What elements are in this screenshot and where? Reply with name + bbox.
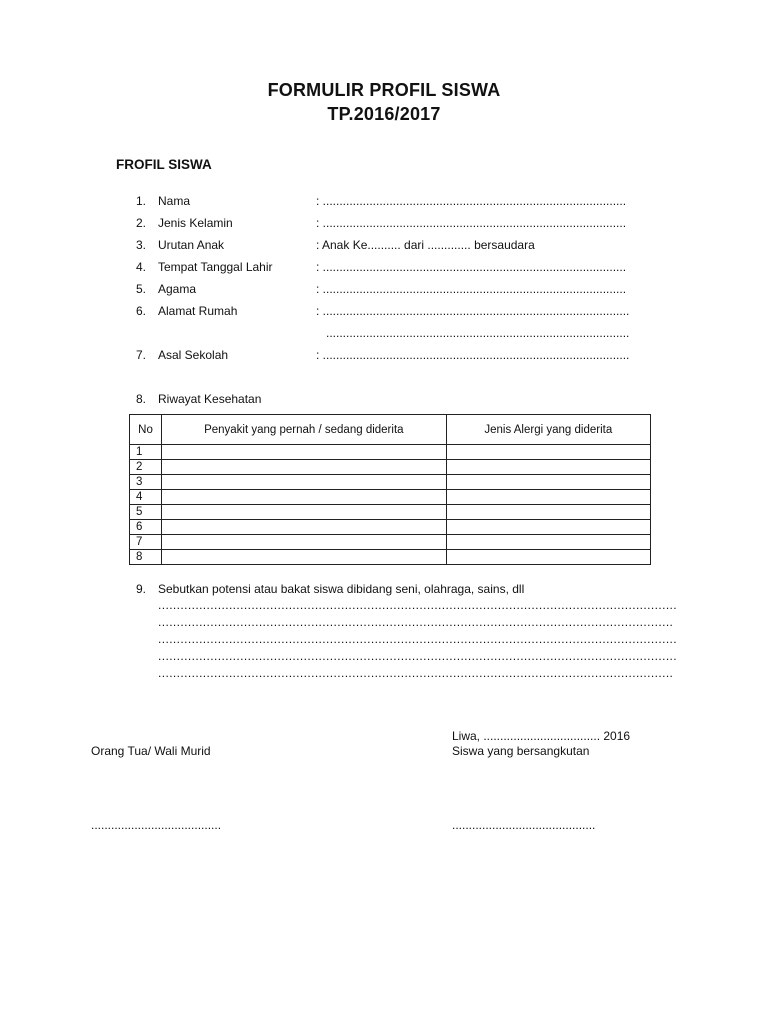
row-number: 5 — [130, 505, 162, 520]
question-number: 9. — [136, 582, 147, 596]
field-number: 7. — [136, 348, 147, 362]
table-row — [130, 490, 651, 505]
asal-sekolah-fill-line[interactable]: : ............................................................................................ — [316, 348, 630, 362]
row-number: 2 — [130, 460, 162, 475]
field-number: 5. — [136, 282, 147, 296]
alergi-cell[interactable] — [446, 550, 650, 565]
field-number: 6. — [136, 304, 147, 318]
row-number: 3 — [130, 475, 162, 490]
field-label: Agama — [158, 282, 197, 296]
table-row — [130, 505, 651, 520]
field-number: 1. — [136, 194, 147, 208]
field-label: Riwayat Kesehatan — [158, 392, 262, 406]
row-number: 6 — [130, 520, 162, 535]
penyakit-cell[interactable] — [162, 475, 447, 490]
row-number: 1 — [130, 445, 162, 460]
form-subtitle: TP.2016/2017 — [327, 104, 441, 124]
potensi-fill-line-1[interactable]: ........................................................................................................................................... — [158, 598, 678, 612]
field-label: Nama — [158, 194, 191, 208]
potensi-fill-line-5[interactable]: .......................................................................................................................................... — [158, 666, 674, 680]
table-row — [130, 445, 651, 460]
alergi-cell[interactable] — [446, 505, 650, 520]
table-row — [130, 460, 651, 475]
table-row — [130, 535, 651, 550]
penyakit-cell[interactable] — [162, 490, 447, 505]
alergi-cell[interactable] — [446, 490, 650, 505]
header-alergi: Jenis Alergi yang diderita — [446, 415, 650, 445]
alergi-cell[interactable] — [446, 520, 650, 535]
table-header-row — [130, 415, 651, 445]
penyakit-cell[interactable] — [162, 520, 447, 535]
field-label: Jenis Kelamin — [158, 216, 233, 230]
potensi-fill-line-3[interactable]: ........................................................................................................................................... — [158, 632, 678, 646]
jenis-kelamin-fill-line[interactable]: : ........................................................................................... — [316, 216, 627, 230]
nama-fill-line[interactable]: : ........................................................................................... — [316, 194, 627, 208]
header-no: No — [130, 415, 162, 445]
question-label: Sebutkan potensi atau bakat siswa dibidang seni, olahraga, sains, dll — [158, 582, 525, 596]
potensi-fill-line-4[interactable]: ........................................................................................................................................... — [158, 649, 678, 663]
question-9 — [136, 582, 525, 596]
urutan-anak-fill-line[interactable]: : Anak Ke.......... dari ............. bersaudara — [316, 238, 535, 252]
table-row — [130, 550, 651, 565]
parent-signature-line[interactable]: ....................................... — [91, 818, 222, 832]
penyakit-cell[interactable] — [162, 535, 447, 550]
header-penyakit: Penyakit yang pernah / sedang diderita — [162, 415, 447, 445]
student-signature-label: Siswa yang bersangkutan — [452, 744, 590, 758]
alamat-fill-line[interactable]: : ............................................................................................ — [316, 304, 630, 318]
alergi-cell[interactable] — [446, 475, 650, 490]
field-label: Alamat Rumah — [158, 304, 238, 318]
field-number: 2. — [136, 216, 147, 230]
row-number: 7 — [130, 535, 162, 550]
section-title: FROFIL SISWA — [116, 157, 212, 172]
penyakit-cell[interactable] — [162, 460, 447, 475]
health-history-table — [129, 414, 651, 565]
agama-fill-line[interactable]: : ........................................................................................... — [316, 282, 627, 296]
penyakit-cell[interactable] — [162, 445, 447, 460]
field-number: 3. — [136, 238, 147, 252]
alergi-cell[interactable] — [446, 445, 650, 460]
field-label: Urutan Anak — [158, 238, 225, 252]
field-label: Asal Sekolah — [158, 348, 229, 362]
place-date[interactable]: Liwa, ................................... 2016 — [452, 729, 631, 743]
alergi-cell[interactable] — [446, 535, 650, 550]
field-label: Tempat Tanggal Lahir — [158, 260, 273, 274]
penyakit-cell[interactable] — [162, 550, 447, 565]
ttl-fill-line[interactable]: : ........................................................................................... — [316, 260, 627, 274]
table-row — [130, 520, 651, 535]
row-number: 8 — [130, 550, 162, 565]
field-number: 4. — [136, 260, 147, 274]
row-number: 4 — [130, 490, 162, 505]
form-title: FORMULIR PROFIL SISWA — [267, 80, 501, 100]
table-row — [130, 475, 651, 490]
penyakit-cell[interactable] — [162, 505, 447, 520]
field-number: 8. — [136, 392, 147, 406]
potensi-fill-line-2[interactable]: .......................................................................................................................................... — [158, 615, 674, 629]
alamat-fill-line-2[interactable]: ........................................................................................... — [326, 326, 630, 340]
parent-signature-label: Orang Tua/ Wali Murid — [91, 744, 211, 758]
student-signature-line[interactable]: ........................................... — [452, 818, 596, 832]
alergi-cell[interactable] — [446, 460, 650, 475]
